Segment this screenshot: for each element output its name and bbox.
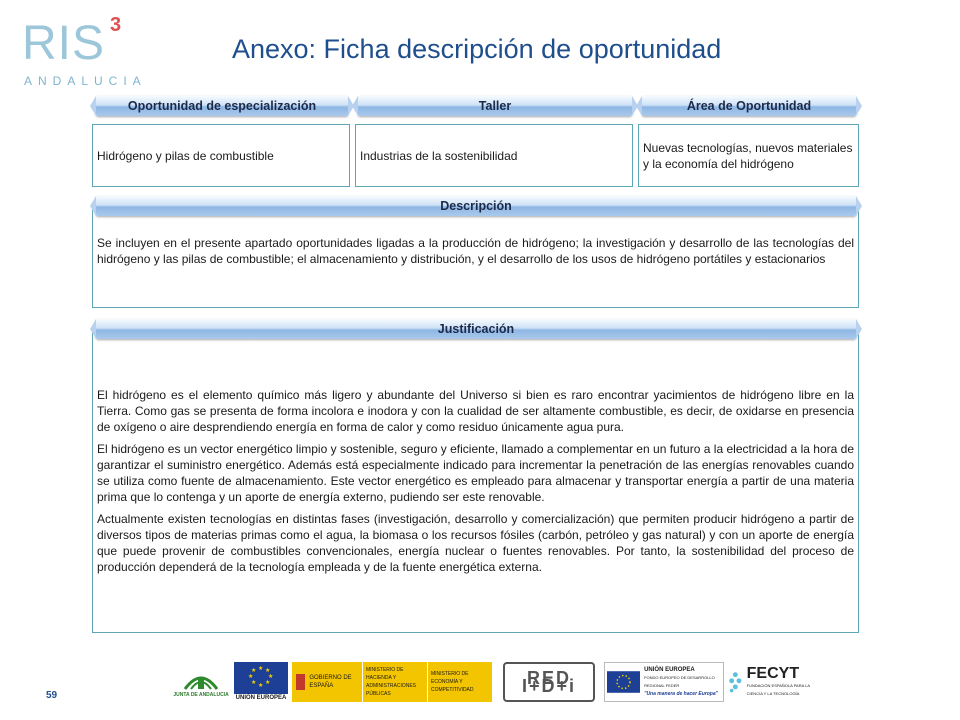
fecyt-molecule-icon bbox=[728, 664, 743, 700]
header-descripcion: Descripción bbox=[96, 196, 856, 216]
logo-superscript: 3 bbox=[110, 14, 122, 36]
field-taller bbox=[355, 124, 633, 187]
page-number: 59 bbox=[46, 690, 58, 701]
svg-text:★: ★ bbox=[265, 679, 271, 686]
descripcion-box bbox=[92, 208, 859, 308]
fecyt-logo bbox=[728, 662, 818, 702]
svg-text:★: ★ bbox=[248, 673, 254, 680]
svg-text:★: ★ bbox=[265, 667, 271, 674]
justificacion-paragraph-3: Actualmente existen tecnologías en distintas fases (investigación, desarrollo y comercialización) que permiten producir hidrógeno a partir de diversos tipos de materias primas como el agua, la biomasa o los recursos fósiles (carbón, petróleo y gas natural) y con un aporte de energía que puede provenir de combustibles convencionales, energía nuclear o fuentes renovables. Por tanto, la sostenibilidad del proceso de producción dependerá de la tecnología empleada y de la fuente energética externa. bbox=[97, 512, 854, 574]
svg-text:★: ★ bbox=[258, 665, 264, 672]
logo-mark: RIS bbox=[22, 17, 106, 70]
ue2-title: UNIÓN EUROPEA bbox=[644, 667, 695, 673]
gobierno-espana-logo bbox=[292, 662, 362, 702]
logo-subtitle: ANDALUCIA bbox=[24, 74, 147, 88]
ministerio-hacienda-logo bbox=[363, 662, 427, 702]
spain-shield-icon bbox=[296, 674, 305, 690]
svg-text:★: ★ bbox=[268, 673, 274, 680]
eu-flag-small-icon bbox=[607, 667, 640, 697]
header-taller: Taller bbox=[358, 96, 632, 116]
descripcion-text: Se incluyen en el presente apartado oportunidades ligadas a la producción de hidrógeno; la investigación y desarrollo de las tecnologías del hidrógeno y las pilas de combustible; el almacenamiento y distribución, y el desarrollo de los usos de hidrógeno portátiles y estacionarios bbox=[97, 236, 854, 266]
gobierno-label: GOBIERNO DE ESPAÑA bbox=[309, 675, 352, 689]
eu-flag-logo bbox=[232, 662, 290, 702]
eu-flag-icon bbox=[234, 662, 288, 694]
eu-label: UNIÓN EUROPEA bbox=[235, 695, 287, 701]
ue2-motto: "Una manera de hacer Europa" bbox=[644, 691, 719, 697]
header-oportunidad: Oportunidad de especialización bbox=[96, 96, 348, 116]
justificacion-paragraph-1: El hidrógeno es el elemento químico más ligero y abundante del Universo si bien es raro encontrar yacimientos de hidrógeno libre en la Tierra. Como gas se presenta de forma incolora e inodora y con la cualidad de ser altamente combustible, es decir, de oxidarse en presencia de oxígeno o aire desprendiendo energía en forma de calor y como residuo únicamente agua pura. bbox=[97, 388, 854, 434]
header-justificacion: Justificación bbox=[96, 319, 856, 339]
ue2-sub: FONDO EUROPEO DE DESARROLLO REGIONAL FEDER bbox=[644, 675, 715, 688]
red-idi-logo bbox=[503, 662, 595, 702]
ue-feder-logo bbox=[604, 662, 724, 702]
svg-text:★: ★ bbox=[251, 679, 257, 686]
justificacion-box bbox=[92, 332, 859, 633]
field-oportunidad bbox=[92, 124, 350, 187]
junta-emblem-icon bbox=[181, 665, 221, 691]
fecyt-label: FECYT bbox=[746, 665, 800, 682]
junta-label: JUNTA DE ANDALUCIA bbox=[173, 692, 229, 698]
junta-andalucia-logo bbox=[172, 662, 230, 702]
svg-text:★: ★ bbox=[258, 682, 264, 689]
field-area bbox=[638, 124, 859, 187]
area-value: Nuevas tecnologías, nuevos materiales y la economía del hidrógeno bbox=[643, 140, 853, 171]
oportunidad-value: Hidrógeno y pilas de combustible bbox=[97, 148, 274, 163]
ris3-logo bbox=[22, 14, 147, 88]
svg-text:★: ★ bbox=[251, 667, 257, 674]
fecyt-sub: FUNDACIÓN ESPAÑOLA PARA LA CIENCIA Y LA TECNOLOGÍA bbox=[746, 683, 810, 696]
min-hacienda-label: MINISTERIO DE HACIENDA Y ADMINISTRACIONES PÚBLICAS bbox=[366, 667, 417, 697]
page-title: Anexo: Ficha descripción de oportunidad bbox=[232, 34, 722, 64]
header-area: Área de Oportunidad bbox=[642, 96, 856, 116]
min-economia-label: MINISTERIO DE ECONOMÍA Y COMPETITIVIDAD bbox=[431, 671, 474, 693]
justificacion-paragraph-2: El hidrógeno es un vector energético limpio y sostenible, seguro y eficiente, llamado a complementar en un futuro a la electricidad a la hora de garantizar el suministro energético. Además está especialmente indicado para incrementar la penetración de las energías renovables cuando se utiliza como fuente de almacenamiento. Este vector energético es empleado para almacenar y transportar energía a partir de una materia prima que lo contenga y un aporte de energía externo, pudiendo ser este renovable. bbox=[97, 442, 854, 504]
ministerio-economia-logo bbox=[428, 662, 492, 702]
red-idi-label: RED I+D+i bbox=[521, 668, 577, 696]
taller-value: Industrias de la sostenibilidad bbox=[360, 148, 518, 163]
